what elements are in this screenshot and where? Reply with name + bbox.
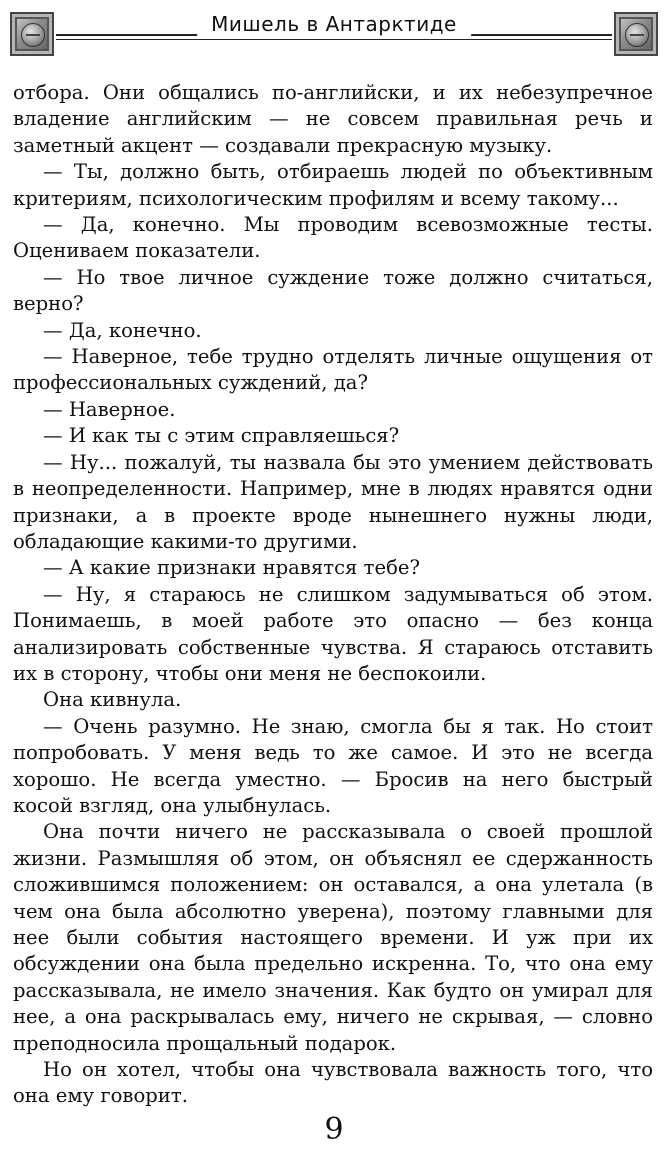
paragraph: отбора. Они общались по-английски, и их небезупречное владение английским — не совсем правильная речь и заметный акцент — создавали прекрасную музыку. bbox=[13, 81, 653, 157]
ornament-badge-icon bbox=[10, 12, 54, 56]
ornament-badge-icon bbox=[614, 12, 658, 56]
coin-emblem-icon bbox=[21, 23, 45, 47]
paragraph: — А какие признаки нравятся тебе? bbox=[43, 556, 420, 580]
paragraph: — Наверное. bbox=[43, 397, 176, 421]
paragraph: Она почти ничего не рассказывала о своей прошлой жизни. Размышляя об этом, он объяснял ее сдержанность сложившимся положением: он оставался, а она улетала (в чем она была абсолютно уверена), поэтому главными для нее были события настоящего времени. И уж при их обсуждении она была предельно искренна. То, что она ему рассказывала, не имело значения. Как будто он умирал для нее, а она раскрывалась ему, ничего не скрывая, — словно преподносила прощальный подарок. bbox=[13, 820, 653, 1055]
body-text bbox=[13, 80, 653, 1110]
page-number: 9 bbox=[324, 1112, 344, 1147]
paragraph: — Но твое личное суждение тоже должно считаться, верно? bbox=[13, 265, 653, 316]
paragraph: — Наверное, тебе трудно отделять личные ощущения от профессиональных суждений, да? bbox=[13, 345, 653, 395]
paragraph: — Ну... пожалуй, ты назвала бы это умением действовать в неопределенности. Например, мне в людях нравятся одни признаки, а в проекте вроде нынешнего нужны люди, обладающие какими-то другими. bbox=[13, 450, 653, 553]
paragraph: — Очень разумно. Не знаю, смогла бы я так. Но стоит попробовать. У меня ведь то же самое. И это не всегда хорошо. Не всегда уместно. — Бросив на него быстрый косой взгляд, она улыбнулась. bbox=[13, 714, 653, 817]
paragraph: Она кивнула. bbox=[43, 688, 182, 712]
running-title: Мишель в Антарктиде bbox=[197, 10, 471, 38]
paragraph: — Да, конечно. bbox=[43, 318, 202, 342]
paragraph: — Ну, я стараюсь не слишком задумываться об этом. Понимаешь, в моей работе это опасно — без конца анализировать собственные чувства. Я стараюсь отставить их в сторону, чтобы они меня не беспокоили. bbox=[13, 582, 653, 685]
coin-emblem-icon bbox=[625, 23, 649, 47]
header-rule-thin bbox=[56, 39, 612, 40]
paragraph: — И как ты с этим справляешься? bbox=[43, 424, 400, 448]
paragraph: — Да, конечно. Мы проводим всевозможные тесты. Оцениваем показатели. bbox=[13, 213, 653, 263]
running-header bbox=[10, 8, 658, 64]
paragraph: Но он хотел, чтобы она чувствовала важность того, что она ему говорит. bbox=[13, 1058, 653, 1108]
paragraph: — Ты, должно быть, отбираешь людей по объективным критериям, психологическим профилям и всему такому... bbox=[13, 160, 653, 210]
